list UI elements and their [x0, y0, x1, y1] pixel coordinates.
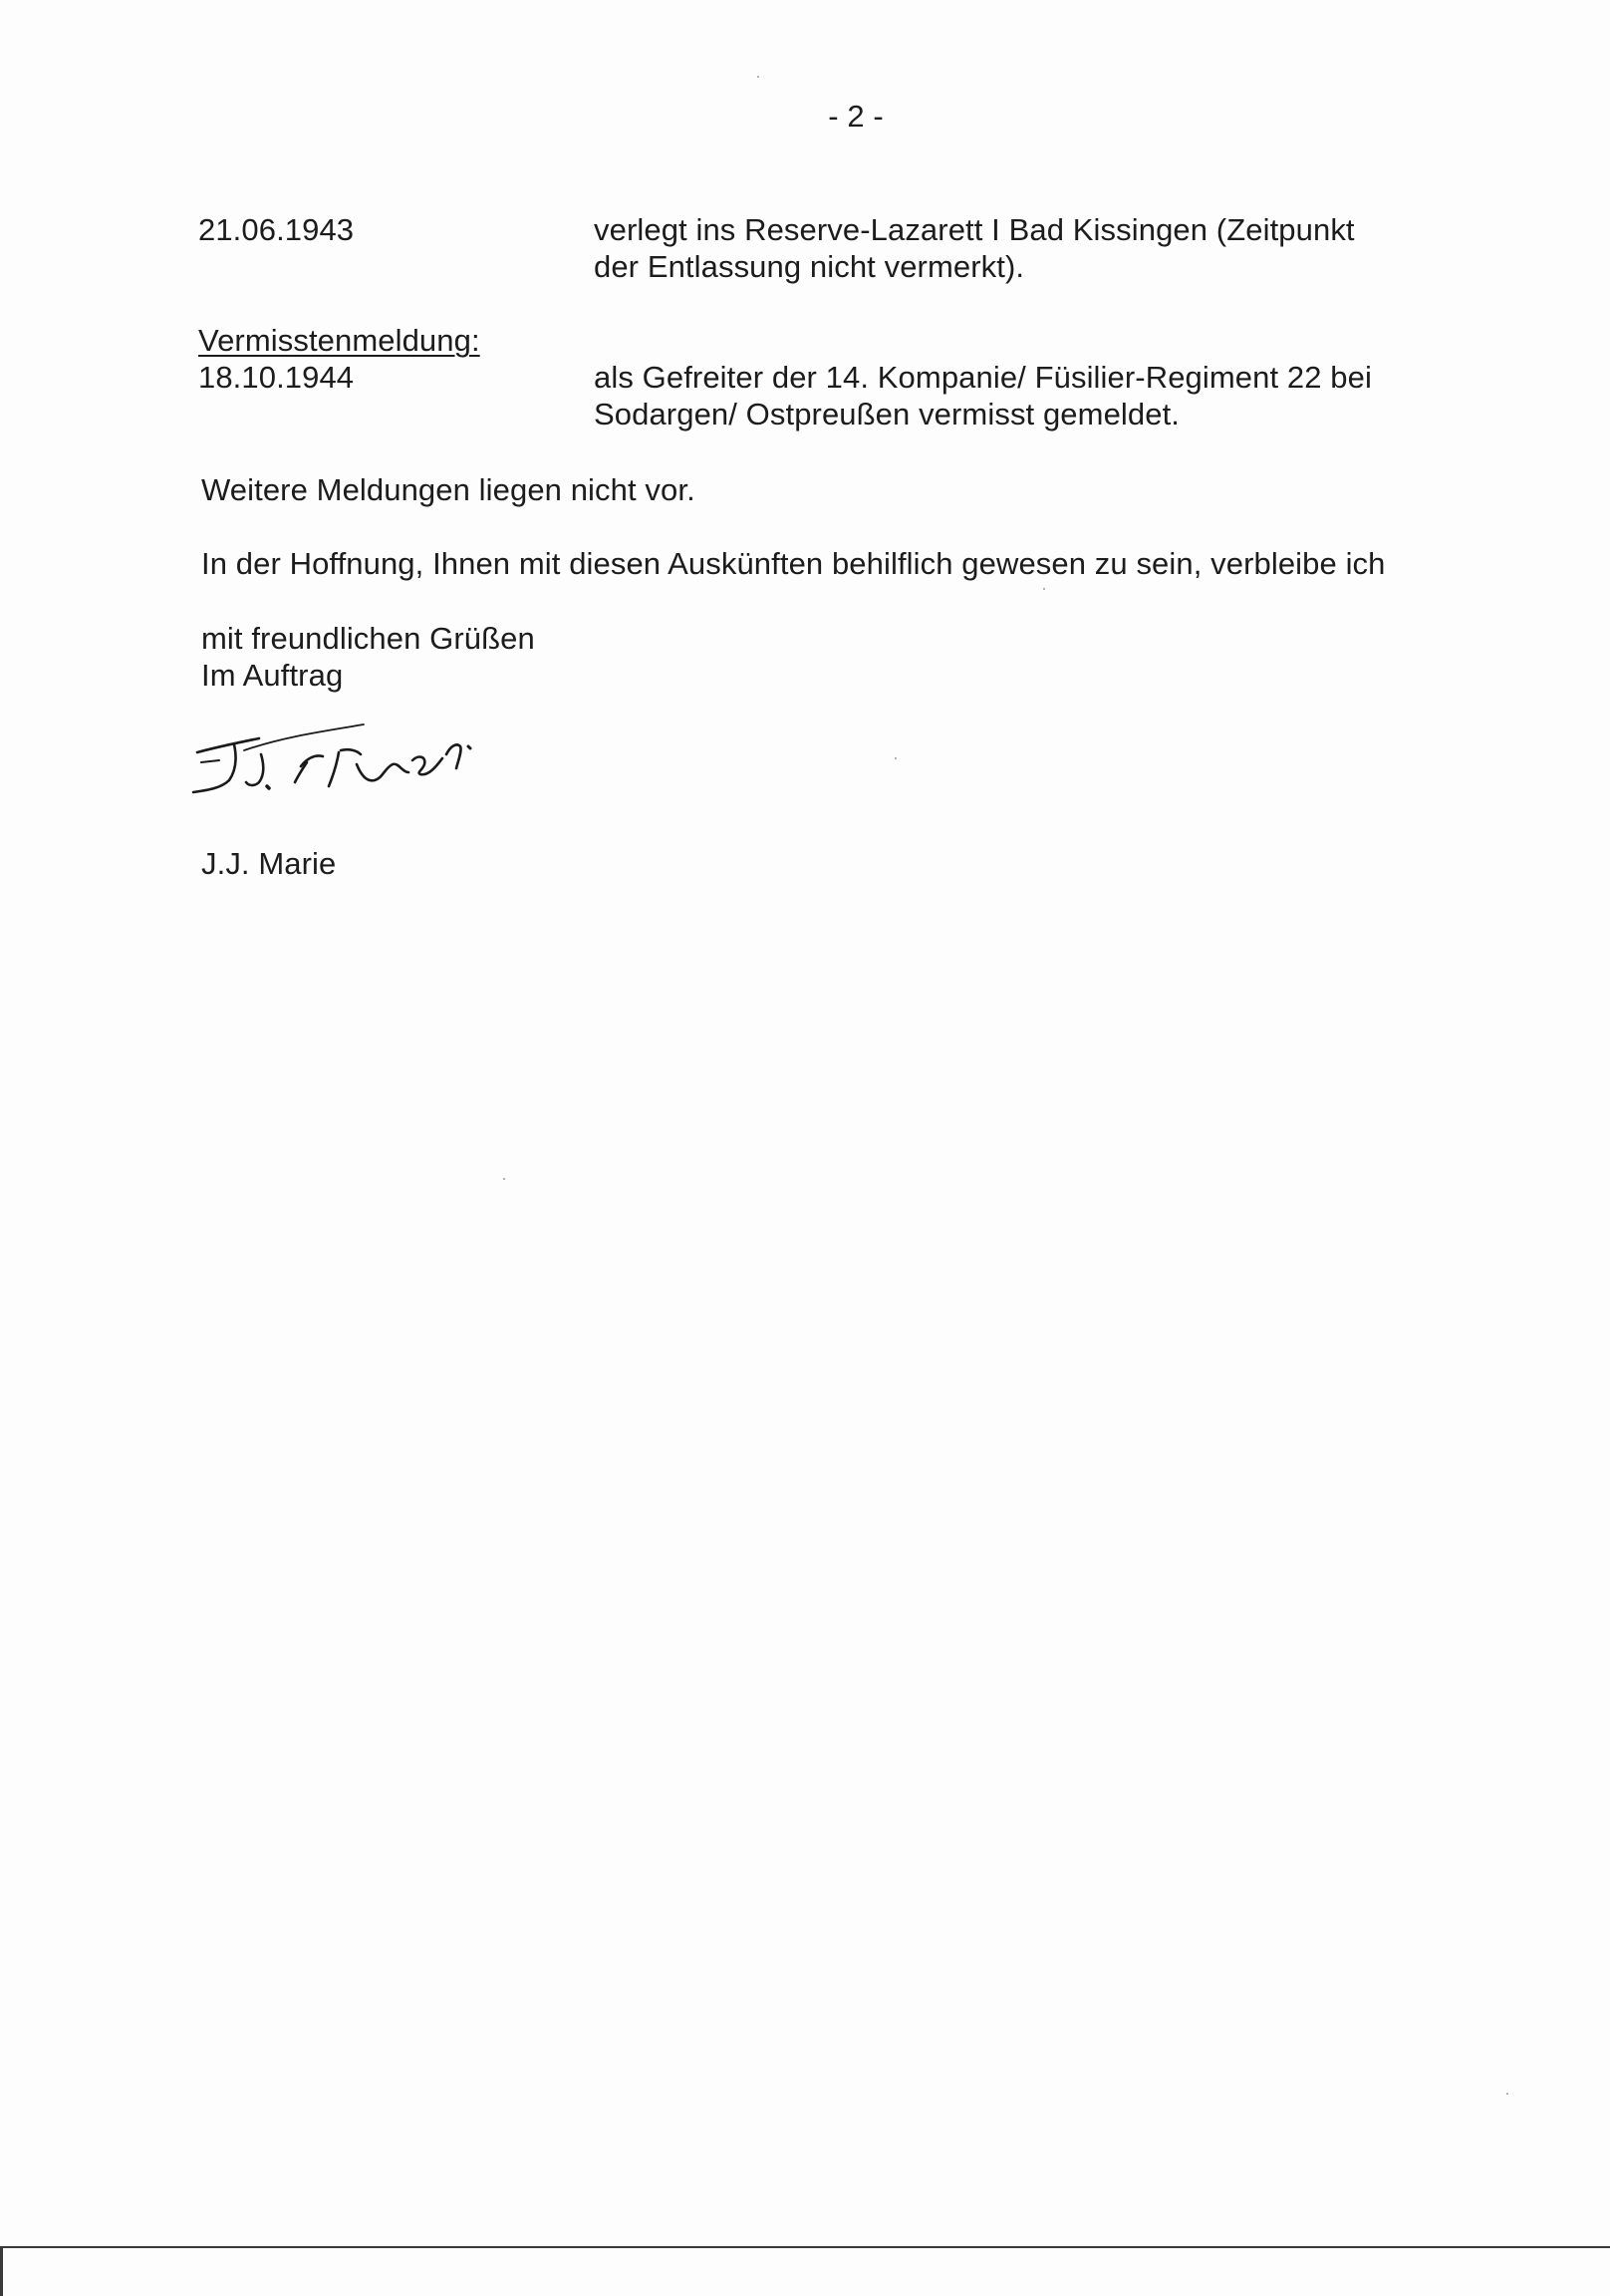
page-number: - 2 -: [828, 99, 884, 134]
scan-border-edge: [0, 2246, 3, 2296]
closing-sentence: In der Hoffnung, Ihnen mit diesen Auskünften behilflich gewesen zu sein, verbleibe ich: [201, 546, 1386, 581]
handwritten-signature: [189, 703, 548, 812]
entry-text-line: der Entlassung nicht vermerkt).: [594, 249, 1025, 284]
no-further-reports: Weitere Meldungen liegen nicht vor.: [201, 472, 695, 507]
missing-report-text-line: als Gefreiter der 14. Kompanie/ Füsilier-Regiment 22 bei: [594, 360, 1372, 395]
salutation: mit freundlichen Grüßen: [201, 621, 535, 656]
entry-text-line: verlegt ins Reserve-Lazarett I Bad Kissingen (Zeitpunkt: [594, 212, 1355, 247]
missing-report-text-line: Sodargen/ Ostpreußen vermisst gemeldet.: [594, 397, 1181, 431]
scan-border-line: [0, 2246, 1610, 2248]
scan-speck: [895, 757, 897, 759]
scan-speck: [1506, 2093, 1508, 2095]
scan-speck: [503, 1178, 505, 1180]
signer-name: J.J. Marie: [201, 846, 337, 881]
missing-report-heading: Vermisstenmeldung:: [198, 323, 480, 358]
scan-speck: [757, 76, 759, 78]
missing-report-date: 18.10.1944: [198, 360, 355, 395]
scan-speck: [1043, 588, 1045, 590]
on-behalf-line: Im Auftrag: [201, 658, 344, 693]
entry-date: 21.06.1943: [198, 212, 355, 247]
